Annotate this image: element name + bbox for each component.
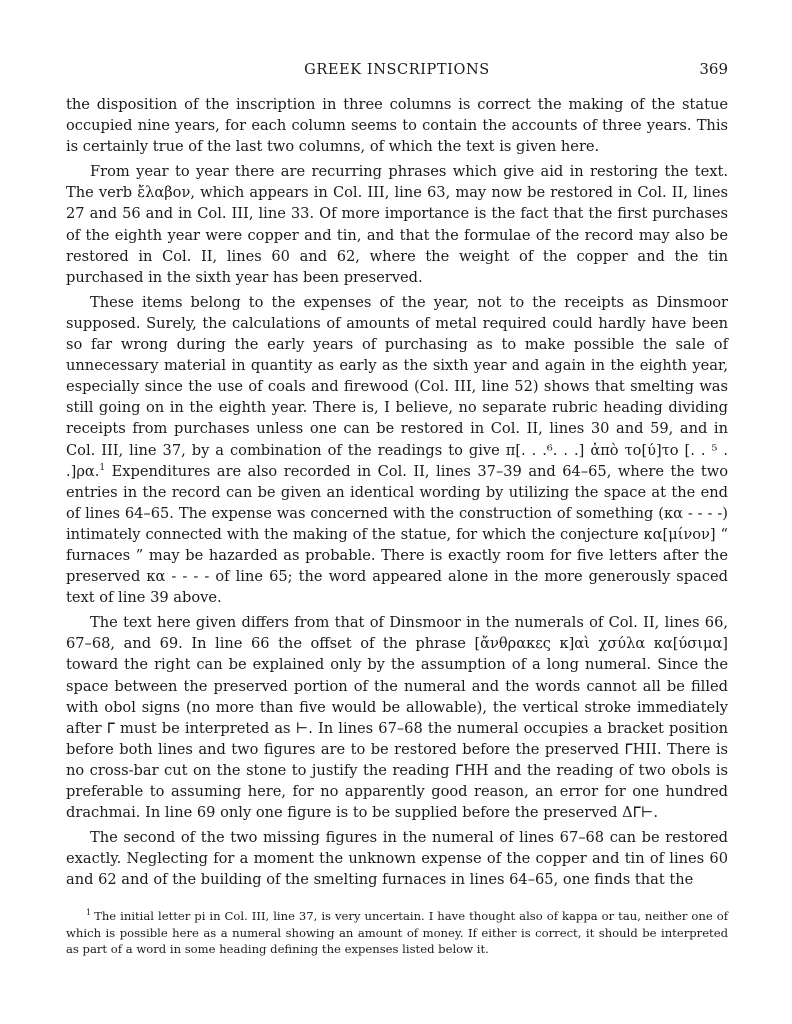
page-number: 369 (699, 60, 728, 78)
page (66, 58, 728, 890)
paragraph-text: Expenditures are also recorded in Col. II, lines 37–39 and 64–65, where the two entries in the record can be given an identical wording by utilizing the space at the end of lines 64–65. The expense was concerned with the construction of something (κα - - - -) intimately connected with the making of the statue, for which the conjecture κα[μίνον] “ furnaces ” may be hazarded as probable. There is exactly room for five letters after the preserved κα - - - - of line 65; the word appeared alone in the more generously spaced text of line 39 above. (66, 462, 728, 607)
paragraph (66, 292, 728, 608)
running-head (66, 58, 728, 84)
paragraph-text: These items belong to the expenses of the year, not to the receipts as Dinsmoor supposed. Surely, the calculations of amounts of metal required could hardly have been so far wrong during the early years of purchasing as to make possible the sale of unnecessary material in quantity as early as the sixth year and again in the eighth year, especially since the use of coals and firewood (Col. III, line 52) shows that smelting was still going on in the eighth year. There is, I believe, no separate rubric heading dividing receipts from purchases unless one can be restored in Col. II, lines 30 and 59, and in Col. III, line 37, by a combination of the readings to give π[. . .⁶. . .] ἀπὸ το[ύ]το [. . ⁵ . .]ρα. (66, 293, 728, 480)
paragraph: The text here given differs from that of Dinsmoor in the numerals of Col. II, lines 66, 67–68, and 69. In line 66 the offset of the phrase [ἄνθρακες κ]αὶ χσύλα κα[ύσιμα] toward the right can be explained only by the assumption of a long numeral. Since the space between the preserved portion of the numeral and the words cannot all be filled with obol signs (no more than five would be allowable), the vertical stroke immediately after ᒥ must be interpreted as ⊢. In lines 67–68 the numeral occupies a bracket position before both lines and two figures are to be restored before the preserved ᒥHII. There is no cross-bar cut on the stone to justify the reading ᒥHH and the reading of two obols is preferable to assuming here, for no apparently good reason, an error for one hundred drachmai. In line 69 only one figure is to be supplied before the preserved Δᒥ⊢. (66, 614, 728, 822)
footnote-reference: 1 (99, 462, 106, 473)
footnote (66, 908, 728, 958)
running-title: GREEK INSCRIPTIONS (304, 62, 490, 78)
footnote-mark: 1 (86, 908, 92, 918)
paragraph: The second of the two missing figures in the numeral of lines 67–68 can be restored exactly. Neglecting for a moment the unknown expense of the copper and tin of lines 60 and 62 and of the building of the smelting furnaces in lines 64–65, one finds that the (66, 829, 728, 889)
footnote-text: The initial letter pi in Col. III, line 37, is very uncertain. I have thought also of kappa or tau, neither one of which is possible here as a numeral showing an amount of money. If either is correct, it should be interpreted as part of a word in some heading defining the expenses listed below it. (66, 909, 728, 957)
paragraph: From year to year there are recurring phrases which give aid in restoring the text. The verb ἔλαβον, which appears in Col. III, line 63, may now be restored in Col. II, lines 27 and 56 and in Col. III, line 33. Of more importance is the fact that the first purchases of the eighth year were copper and tin, and that the formulae of the record may also be restored in Col. II, lines 60 and 62, where the weight of the copper and the tin purchased in the sixth year has been preserved. (66, 163, 728, 286)
paragraph: the disposition of the inscription in three columns is correct the making of the statue occupied nine years, for each column seems to contain the accounts of three years. This is certainly true of the last two columns, of which the text is given here. (66, 96, 728, 156)
body-text (66, 94, 728, 890)
